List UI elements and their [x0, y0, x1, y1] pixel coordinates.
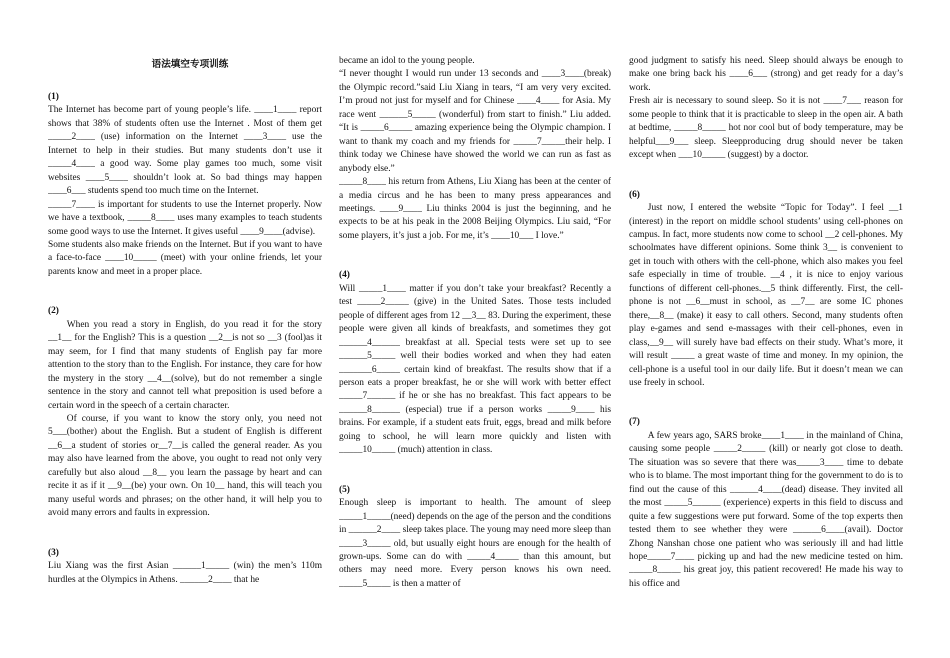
paragraph: The Internet has become part of young people’s life. ____1____ report shows that 38% of students often use the Internet . Most of them get _____2____ (use) information on the Internet ____3____ use the Internet to help in their studies. But many students don’t use it _____4____ a good way. Some play games too much, some visit websites ____5____ shouldn’t look at. So bad things may happen ____6___ students spend too much time on the Internet.: [48, 105, 322, 197]
paragraph: Fresh air is necessary to sound sleep. So it is not ____7___ reason for some people to think that it is practicable to sleep in the open air. A bath at bedtime, _____8_____ hot nor cool but of body temperature, may be helpful___9___ sleep. Sleepproducing drug should never be taken except when ___10_____ (suggest) by a doctor.: [629, 96, 903, 161]
section-heading: (7): [629, 417, 640, 428]
spacer: [629, 390, 903, 403]
page-title: 语法填空专项训练: [151, 59, 229, 70]
paragraph: _____8____ his return from Athens, Liu Xiang has been at the center of a media circus and he has been to many press appearances and meetings. ____9____ Liu thinks 2004 is just the beginning, and he expects to be at his peak in the 2008 Beijing Olympics. Liu said, “For some players, it’s just a job. For me, it’s ____10___ I love.”: [339, 177, 611, 241]
section-heading: (3): [48, 547, 59, 558]
section-heading: (6): [629, 189, 640, 200]
paragraph: good judgment to satisfy his need. Sleep should always be enough to make one bring back his ____6___ (strong) and get ready for a day’s work.: [629, 56, 903, 93]
column-2: [339, 55, 611, 655]
spacer: [339, 458, 611, 471]
spacer: [48, 279, 322, 292]
section-heading: (5): [339, 484, 350, 495]
paragraph: When you read a story in English, do you read it for the story __1__ for the English? This is a question __2__is not so __3 (fool)as it may seem, for I find that many students of English pay far more attention to the story than to the English. For instance, they care for how the mystery in the story __4__(solve), but do not remember a single sentence in the story and cannot tell what preposition is used before a certain word in the speech of a certain character.: [48, 319, 322, 411]
spacer: [48, 52, 322, 65]
spacer: [48, 521, 322, 534]
paragraph: Liu Xiang was the first Asian ______1_____ (win) the men’s 110m hurdles at the Olympics in Athens. ______2____ that he: [48, 561, 322, 585]
paragraph: became an idol to the young people.: [339, 56, 475, 66]
paragraph: _____7____ is important for students to use the Internet properly. Now we have a textbook, _____8____ uses many examples to teach students some good ways to use the Internet. It gives useful ____9____(advise).: [48, 199, 322, 237]
paragraph: Just now, I entered the website “Topic for Today”. I feel __1 (interest) in the report on middle school students’ using cell-phones on campus. In fact, more students now come to school __2 cell-phones. My schoolmates have different opinions. Some think 3__ is convenient to get in touch with others with the cell-phone, which also makes you feel safe especially in time of trouble. __4 , it is nice to enjoy various functions of different cell-phones.__5 think differently. First, the cell-phone is not __6__must in school, as __7__ are some IC phones there,__8__ (make) it easy to call others. Second, many students often play e-games and send e-massages with their cell-phones, even in class,__9__ will surely have bad effects on their study. What’s more, it will result _____ a great waste of time and money. In my opinion, the cell-phone is a useful tool in our daily life. But it doesn’t mean we can use freely in school.: [629, 203, 903, 388]
paragraph: Will _____1____ matter if you don’t take your breakfast? Recently a test _____2_____ (give) in the United Sates. Those tests included people of different ages from 12 __3__ 83. During the experiment, these people were given all kinds of breakfasts, and sometimes they got ______4______ breakfast at all. Special tests were set up to see ______5_____ well their bodies worked and when they had eaten _______6_____ certain kind of breakfast. The results show that if a person eats a proper breakfast, he or she will work with better effect _____7______ if he or she has no breakfast. This fact appears to be ______8______ (especial) true if a person works _____9____ his brains. For example, if a student eats fruit, eggs, bread and milk before going to school, he will learn more quickly and listen with _____10_____ (much) attention in class.: [339, 283, 611, 456]
section-heading: (2): [48, 306, 59, 317]
column-3: [629, 55, 903, 655]
spacer: [629, 163, 903, 176]
paragraph: Some students also make friends on the Internet. But if you want to have a face-to-face ____10_____ (meet) with your online friends, let your parents know and meet in a proper place.: [48, 239, 322, 277]
paragraph: “I never thought I would run under 13 seconds and ____3____(break) the Olympic record.”said Liu Xiang in tears, “I am very very excited. I’m proud not just for myself and for Chinese ____4____ for Asia. My race went ______5_____ (wonderful) from start to finish.” Liu added. “It is _____6_____ amazing experience being the Olympic champion. I want to thank my coach and my friends for _____7_____their help. I think today we Chinese have showed the world we can run as fast as anybody else.”: [339, 69, 611, 174]
column-1: [48, 52, 322, 652]
spacer: [48, 65, 322, 78]
paragraph: Of course, if you want to know the story only, you need not 5___(bother) about the English. But a student of English is different __6__a student of stories or__7__is called the general reader. As you may also have learned from the above, you ought to read not only very carefully but also aloud __8__ you learn the passage by heart and can recite it as if it __9__(be) your own. On 10__ hand, this will teach you many useful words and phrases; on the other hand, it will help you to avoid many errors and faults in expression.: [48, 413, 322, 519]
paragraph: Enough sleep is important to health. The amount of sleep _____1_____(need) depends on the age of the person and the conditions in ______2____ sleep takes place. The young may need more sleep than _____3_____ old, but usually eight hours are enough for the health of grown-ups. Some can do with _____4_____ than this amount, but others may need more. Every person knows his own need. _____5_____ is then a matter of: [339, 498, 611, 589]
spacer: [339, 243, 611, 256]
section-heading: (4): [339, 270, 350, 281]
paragraph: A few years ago, SARS broke____1____ in the mainland of China, causing some people _____2_____ (kill) or nearly got close to death. The situation was so severe that there was_____3____ time to debate who is to blame. The most important thing for the government to do is to find out the cause of this ______4____(dead) disease. They invited all the most _____5______ (experience) experts in this field to discuss and quite a few suggestions were put forward. Some of the top experts then tested them to see whether they were ______6____(avail). Doctor Zhong Nanshan chose one patient who was seriously ill and had little hope_____7____ picking up and had the new medicine tested on him. _____8_____ his great joy, this patient recovered! He made his way to his office and: [629, 430, 903, 589]
section-heading: (1): [48, 92, 59, 102]
